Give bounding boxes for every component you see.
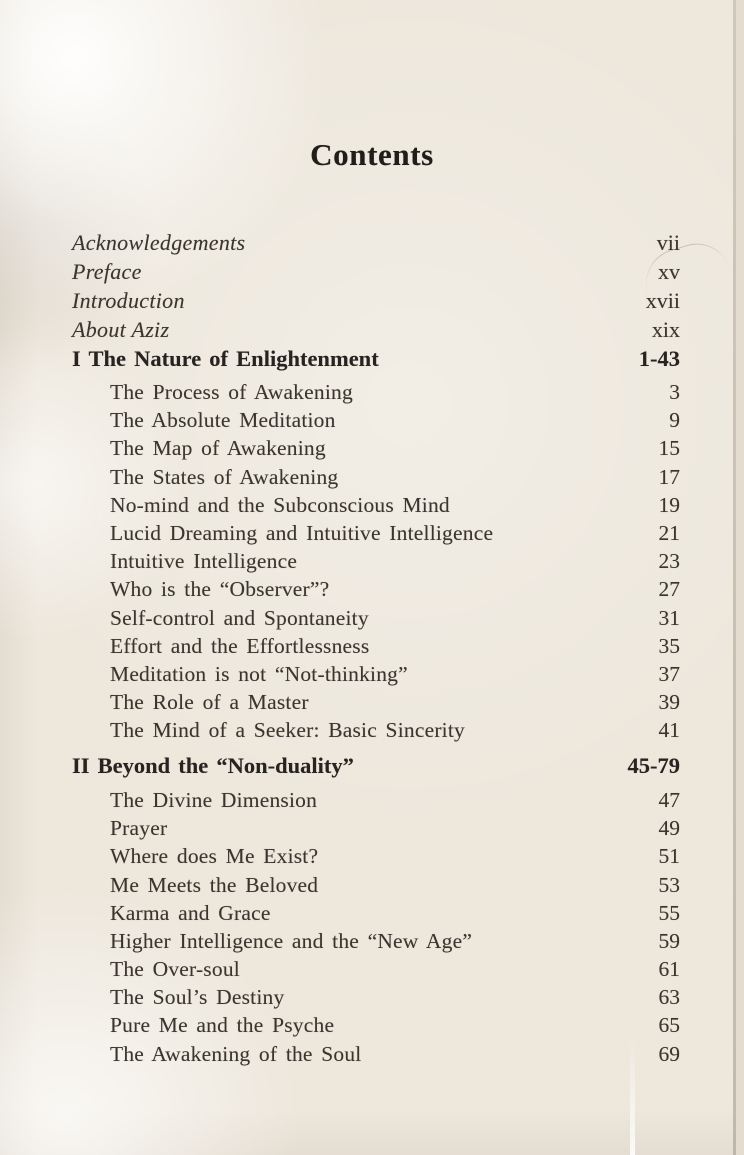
toc-entry (72, 259, 680, 288)
page-title: Contents (310, 137, 434, 172)
toc-entry-page: 47 (658, 787, 680, 812)
toc-entry-page: 9 (669, 408, 680, 433)
toc-entry (72, 1042, 680, 1070)
toc-entry-page: 59 (658, 928, 680, 953)
toc-entry-page: xv (658, 259, 680, 284)
toc-entry (72, 662, 680, 690)
toc-entry (72, 844, 680, 872)
toc-entry-page: 53 (658, 872, 680, 897)
toc-entry-label: The Map of Awakening (110, 436, 326, 461)
toc-entry (72, 317, 680, 346)
toc-entry-label: The Mind of a Seeker: Basic Sincerity (110, 718, 465, 743)
toc-entry-page: 63 (658, 985, 680, 1010)
toc-entry (72, 1013, 680, 1041)
toc-entry-label: Effort and the Effortlessness (110, 633, 370, 658)
toc-entry-page: 15 (658, 436, 680, 461)
toc-entry-page: 23 (658, 549, 680, 574)
toc-section-pages: 1-43 (638, 346, 680, 371)
toc-entry-page: 31 (658, 605, 680, 630)
toc-entry-label: Acknowledgements (72, 230, 246, 255)
toc-entry-page: 51 (658, 844, 680, 869)
toc-entry (72, 690, 680, 718)
toc-entry-label: The States of Awakening (110, 464, 339, 489)
toc-entry-label: The Absolute Meditation (110, 408, 336, 433)
table-of-contents (72, 230, 680, 1070)
toc-entry-label: Higher Intelligence and the “New Age” (110, 928, 473, 953)
toc-entry (72, 521, 680, 549)
toc-entry-label: Me Meets the Beloved (110, 872, 319, 897)
toc-entry-page: 35 (658, 633, 680, 658)
toc-entry-page: 3 (669, 380, 680, 404)
toc-entry-page: 69 (658, 1041, 680, 1066)
toc-entry-page: 37 (658, 661, 680, 686)
toc-entry-page: 27 (658, 577, 680, 602)
toc-section-title: I The Nature of Enlightenment (72, 346, 379, 371)
toc-entry-page: 19 (658, 492, 680, 517)
toc-entry (72, 929, 680, 957)
toc-entry-label: The Divine Dimension (110, 787, 318, 812)
page-edge (736, 0, 744, 1155)
toc-section-items (72, 380, 680, 746)
toc-entry-label: Prayer (110, 816, 168, 841)
toc-entry-label: Who is the “Observer”? (110, 577, 330, 602)
toc-entry-label: Intuitive Intelligence (110, 549, 298, 574)
toc-entry-label: About Aziz (72, 317, 170, 342)
toc-entry (72, 465, 680, 493)
toc-entry-label: Lucid Dreaming and Intuitive Intelligence (110, 520, 494, 545)
toc-entry (72, 606, 680, 634)
toc-entry (72, 816, 680, 844)
toc-entry-label: Self-control and Spontaneity (110, 605, 369, 630)
toc-entry (72, 957, 680, 985)
toc-entry (72, 493, 680, 521)
toc-entry (72, 873, 680, 901)
toc-entry-label: The Process of Awakening (110, 380, 353, 404)
toc-section-heading (72, 346, 680, 376)
toc-section-items (72, 788, 680, 1070)
toc-section-pages: 45-79 (627, 752, 680, 778)
toc-entry (72, 788, 680, 816)
toc-entry-page: vii (656, 230, 680, 255)
toc-entry-label: Preface (72, 259, 142, 284)
toc-entry (72, 549, 680, 577)
toc-entry-page: 49 (658, 816, 680, 841)
toc-entry-page: 39 (658, 690, 680, 715)
toc-entry (72, 901, 680, 929)
toc-entry (72, 985, 680, 1013)
toc-entry-label: The Role of a Master (110, 690, 309, 715)
toc-entry-label: Introduction (72, 288, 185, 313)
toc-entry-label: The Soul’s Destiny (110, 985, 285, 1010)
toc-entry-page: 55 (658, 900, 680, 925)
toc-entry (72, 230, 680, 259)
toc-entry (72, 436, 680, 464)
toc-entry-label: Pure Me and the Psyche (110, 1013, 335, 1038)
page-edge-shadow (733, 0, 736, 1155)
toc-section-heading (72, 753, 680, 783)
toc-entry-label: The Awakening of the Soul (110, 1041, 362, 1066)
toc-entry-page: 41 (658, 718, 680, 743)
toc-entry (72, 577, 680, 605)
toc-entry (72, 288, 680, 317)
toc-entry-label: Karma and Grace (110, 900, 271, 925)
toc-entry-label: The Over-soul (110, 957, 240, 982)
toc-entry-label: Where does Me Exist? (110, 844, 319, 869)
toc-entry-label: Meditation is not “Not-thinking” (110, 661, 408, 686)
toc-entry-label: No-mind and the Subconscious Mind (110, 492, 450, 517)
toc-entry-page: xvii (645, 288, 680, 313)
toc-entry-page: 61 (658, 957, 680, 982)
toc-entry-page: 65 (658, 1013, 680, 1038)
toc-entry-page: xix (651, 317, 680, 342)
toc-entry (72, 380, 680, 408)
toc-section-title: II Beyond the “Non-duality” (72, 752, 354, 778)
toc-entry (72, 718, 680, 746)
toc-entry (72, 634, 680, 662)
toc-entry-page: 17 (658, 464, 680, 489)
toc-entry (72, 408, 680, 436)
toc-entry-page: 21 (658, 520, 680, 545)
